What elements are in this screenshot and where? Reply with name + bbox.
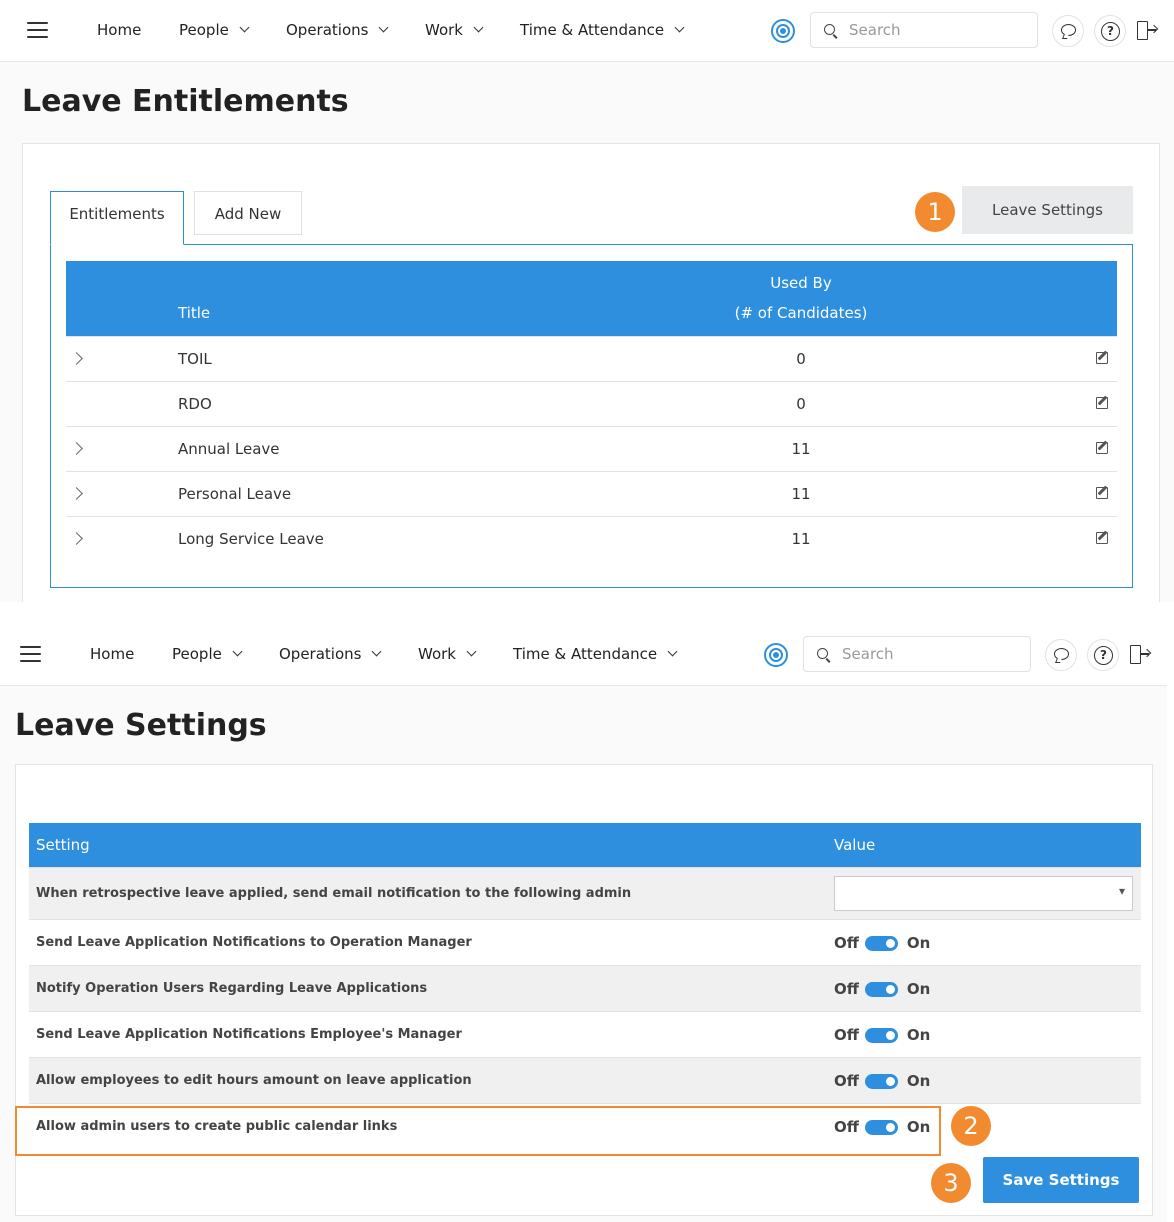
search-box [803,636,1031,672]
nav-home[interactable]: Home [97,21,142,39]
cell-title: Personal Leave [178,485,292,503]
header-setting: Setting [36,836,90,854]
toggle-off-label: Off [834,1026,859,1044]
toggle-switch[interactable] [865,982,898,997]
nav-work[interactable]: Work [425,21,482,39]
cell-used-by: 11 [791,530,811,548]
admin-select[interactable] [834,876,1133,911]
cell-title: TOIL [178,350,212,368]
header-used-by-sub: (# of Candidates) [734,304,868,322]
header-value: Value [834,836,876,854]
table-row [29,1011,1141,1057]
callout-badge-1: 1 [915,192,955,232]
toggle-on-label: On [906,1118,931,1136]
setting-label: When retrospective leave applied, send email notification to the following admin [36,886,632,901]
table-row [29,1057,1141,1103]
chevron-right-icon[interactable] [70,532,83,545]
table-header [29,823,1141,867]
cell-used-by: 11 [791,440,811,458]
toggle-group [834,980,930,998]
search-icon [817,648,828,659]
table-row [66,516,1117,561]
cell-used-by: 11 [791,485,811,503]
entitlements-tab-panel [50,244,1133,588]
callout-badge-2: 2 [951,1106,991,1146]
app-logo-icon[interactable] [764,643,788,667]
cell-used-by: 0 [796,350,806,368]
chevron-down-icon [675,23,685,33]
table-row [66,381,1117,426]
nav-home[interactable]: Home [90,645,135,663]
table-row [66,471,1117,516]
toggle-group [834,1118,930,1136]
toggle-group [834,1072,930,1090]
page-title: Leave Entitlements [22,84,349,119]
leave-settings-screen [0,624,1167,1222]
edit-icon[interactable] [1096,487,1108,499]
tab-entitlements[interactable]: Entitlements [50,191,184,245]
chevron-down-icon [372,647,382,657]
edit-icon[interactable] [1096,532,1108,544]
top-navbar [0,0,1174,62]
nav-people[interactable]: People [172,645,241,663]
toggle-on-label: On [906,1026,931,1044]
toggle-group [834,1026,930,1044]
save-settings-button[interactable]: Save Settings [983,1157,1139,1203]
search-icon [824,24,835,35]
top-navbar [0,624,1167,686]
hamburger-menu-icon[interactable] [27,22,48,40]
cell-used-by: 0 [796,395,806,413]
chevron-down-icon [379,23,389,33]
chevron-right-icon[interactable] [70,442,83,455]
entitlements-table [66,261,1117,561]
chevron-right-icon[interactable] [70,352,83,365]
nav-time-attendance[interactable]: Time & Attendance [513,645,676,663]
edit-icon[interactable] [1096,352,1108,364]
settings-card [15,764,1153,1216]
chat-icon [1054,648,1069,660]
table-row [29,965,1141,1011]
page-title: Leave Settings [15,708,267,743]
toggle-on-label: On [906,934,931,952]
toggle-off-label: Off [834,980,859,998]
toggle-on-label: On [906,1072,931,1090]
search-input[interactable] [842,644,1022,664]
table-row [29,867,1141,919]
setting-label: Send Leave Application Notifications Employee's Manager [36,1027,462,1042]
header-title: Title [178,304,211,322]
settings-table [29,823,1141,1149]
nav-people[interactable]: People [179,21,248,39]
setting-label: Allow employees to edit hours amount on leave application [36,1073,472,1088]
toggle-group [834,934,930,952]
nav-operations[interactable]: Operations [279,645,380,663]
toggle-switch[interactable] [865,1120,898,1135]
entitlements-card [22,143,1160,602]
cell-title: RDO [178,395,212,413]
help-icon: ? [1101,22,1120,41]
tab-add-new[interactable]: Add New [194,191,302,235]
toggle-switch[interactable] [865,1074,898,1089]
chevron-down-icon [474,23,484,33]
chevron-down-icon [239,23,249,33]
toggle-off-label: Off [834,1118,859,1136]
setting-label: Notify Operation Users Regarding Leave Applications [36,981,428,996]
logout-icon[interactable] [1137,21,1157,41]
chevron-down-icon [232,647,242,657]
help-button[interactable] [1087,639,1119,671]
logout-icon[interactable] [1130,645,1150,665]
hamburger-menu-icon[interactable] [20,646,41,664]
chat-button[interactable] [1052,15,1084,47]
toggle-switch[interactable] [865,936,898,951]
chevron-down-icon [668,647,678,657]
table-row [66,426,1117,471]
header-used-by: Used By [770,274,832,292]
leave-settings-button[interactable]: Leave Settings [962,186,1133,234]
toggle-switch[interactable] [865,1028,898,1043]
setting-label: Send Leave Application Notifications to Operation Manager [36,935,472,950]
app-logo-icon[interactable] [771,19,795,43]
help-button[interactable] [1094,15,1126,47]
leave-entitlements-screen [0,0,1174,602]
search-input[interactable] [849,20,1029,40]
chat-button[interactable] [1045,639,1077,671]
help-icon: ? [1094,646,1113,665]
table-row [66,336,1117,381]
chat-icon [1061,24,1076,36]
cell-title: Annual Leave [178,440,280,458]
setting-label: Allow admin users to create public calendar links [36,1119,398,1134]
edit-icon[interactable] [1096,397,1108,409]
nav-time-attendance[interactable]: Time & Attendance [520,21,683,39]
cell-title: Long Service Leave [178,530,324,548]
toggle-on-label: On [906,980,931,998]
chevron-down-icon [467,647,477,657]
nav-work[interactable]: Work [418,645,475,663]
edit-icon[interactable] [1096,442,1108,454]
toggle-off-label: Off [834,934,859,952]
table-row [29,919,1141,965]
search-box [810,12,1038,48]
nav-operations[interactable]: Operations [286,21,387,39]
toggle-off-label: Off [834,1072,859,1090]
callout-badge-3: 3 [931,1163,971,1203]
table-header [66,261,1117,336]
chevron-right-icon[interactable] [70,487,83,500]
